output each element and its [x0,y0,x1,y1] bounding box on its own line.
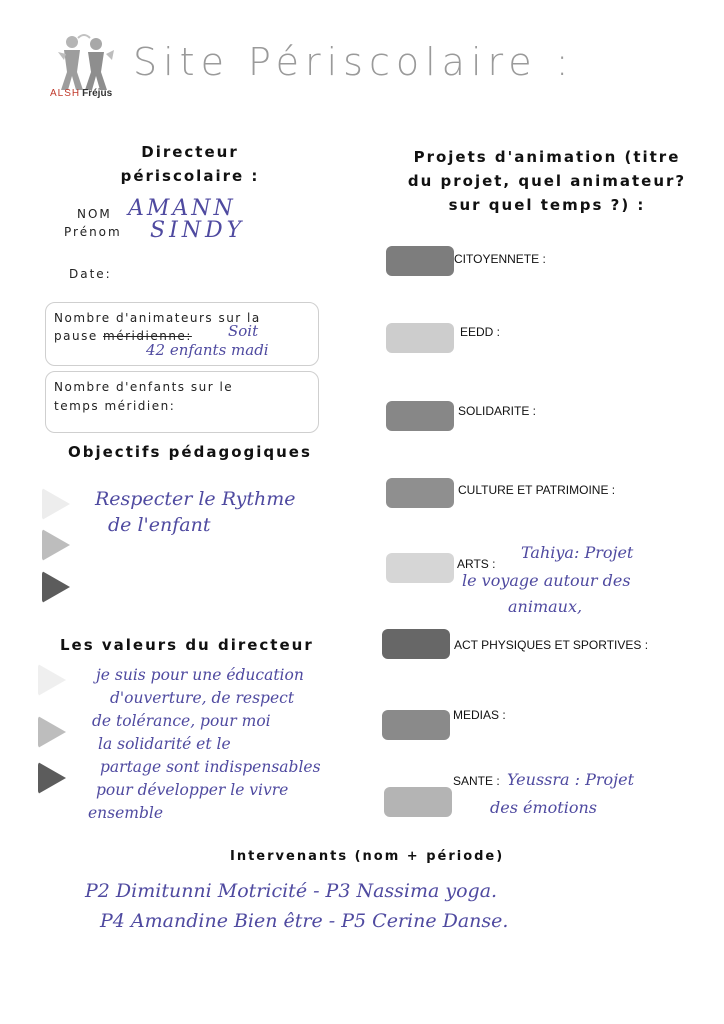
solidarite-swatch [386,401,454,431]
projets-heading: Projets d'animation (titre du projet, quel animateur? sur quel temps ?) : [407,148,687,214]
bullet-triangle-1-icon [42,488,70,520]
citoyennete-swatch [386,246,454,276]
arts-note-line3: animaux, [508,597,583,616]
solidarite-label: SOLIDARITE : [458,404,537,418]
valeurs-line-4: la solidarité et le [98,735,231,753]
culture-swatch [386,478,454,508]
nom-label: NOM [77,207,112,221]
objectifs-heading: Objectifs pédagogiques [68,443,312,461]
citoyennete-label: CITOYENNETE : [454,252,546,266]
enfants-field[interactable] [45,371,319,433]
valeurs-line-3: de tolérance, pour moi [92,712,271,730]
objectifs-text-line1: Respecter le Rythme [95,488,296,510]
culture-label: CULTURE ET PATRIMOINE : [458,483,616,497]
arts-note-line1: Tahiya: Projet [521,543,634,562]
intervenants-line2: P4 Amandine Bien être - P5 Cerine Danse. [100,910,509,932]
valeurs-heading: Les valeurs du directeur [60,636,314,654]
bullet-triangle-2-icon [42,529,70,561]
animateurs-value-line2: 42 enfants madi [146,341,269,359]
eedd-swatch [386,323,454,353]
valeurs-line-5: partage sont indispensables [100,758,321,776]
date-label: Date: [69,267,112,281]
nom-value: AMANN [128,196,236,221]
animateurs-label-pause: pause [54,329,98,343]
sante-label: SANTE : [453,774,500,788]
act-physiques-swatch [382,629,450,659]
valeurs-line-1: je suis pour une éducation [96,666,304,684]
prenom-label: Prénom [64,225,122,239]
enfants-label-line1: Nombre d'enfants sur le [54,380,234,394]
animateurs-value-line1: Soit [228,322,259,340]
eedd-label: EEDD : [460,325,501,339]
logo-alsh-text: ALSH [50,88,81,99]
valeurs-text [88,664,368,825]
arts-label: ARTS : [457,557,496,571]
bullet-triangle-4-icon [38,664,66,696]
valeurs-line-6: pour développer le vivre [96,781,289,799]
prenom-value: SINDY [150,218,246,243]
sante-note-line1: Yeussra : Projet [507,770,635,789]
objectifs-text-line2: de l'enfant [108,514,211,536]
enfants-label-line2: temps méridien: [54,399,176,413]
valeurs-line-7: ensemble [88,804,164,822]
logo-caption [50,88,112,99]
bullet-triangle-6-icon [38,762,66,794]
medias-label: MEDIAS : [453,708,506,722]
sante-note-line2: des émotions [490,798,597,817]
animateurs-label-line1: Nombre d'animateurs sur la [54,311,261,325]
animateurs-field[interactable] [45,302,319,366]
intervenants-heading: Intervenants (nom + période) [230,849,505,864]
arts-note-line2: le voyage autour des [462,571,631,590]
act-physiques-label: ACT PHYSIQUES ET SPORTIVES : [454,638,649,652]
arts-swatch [386,553,454,583]
valeurs-line-2: d'ouverture, de respect [110,689,295,707]
medias-swatch [382,710,450,740]
page-title: Site Périscolaire : [133,40,575,84]
logo-city-text: Fréjus [82,88,113,99]
animateurs-label-struck: méridienne: [103,329,192,343]
director-heading: Directeur périscolaire : [120,143,260,185]
sante-swatch [384,787,452,817]
bullet-triangle-5-icon [38,716,66,748]
intervenants-line1: P2 Dimitunni Motricité - P3 Nassima yoga. [85,880,498,902]
bullet-triangle-3-icon [42,571,70,603]
